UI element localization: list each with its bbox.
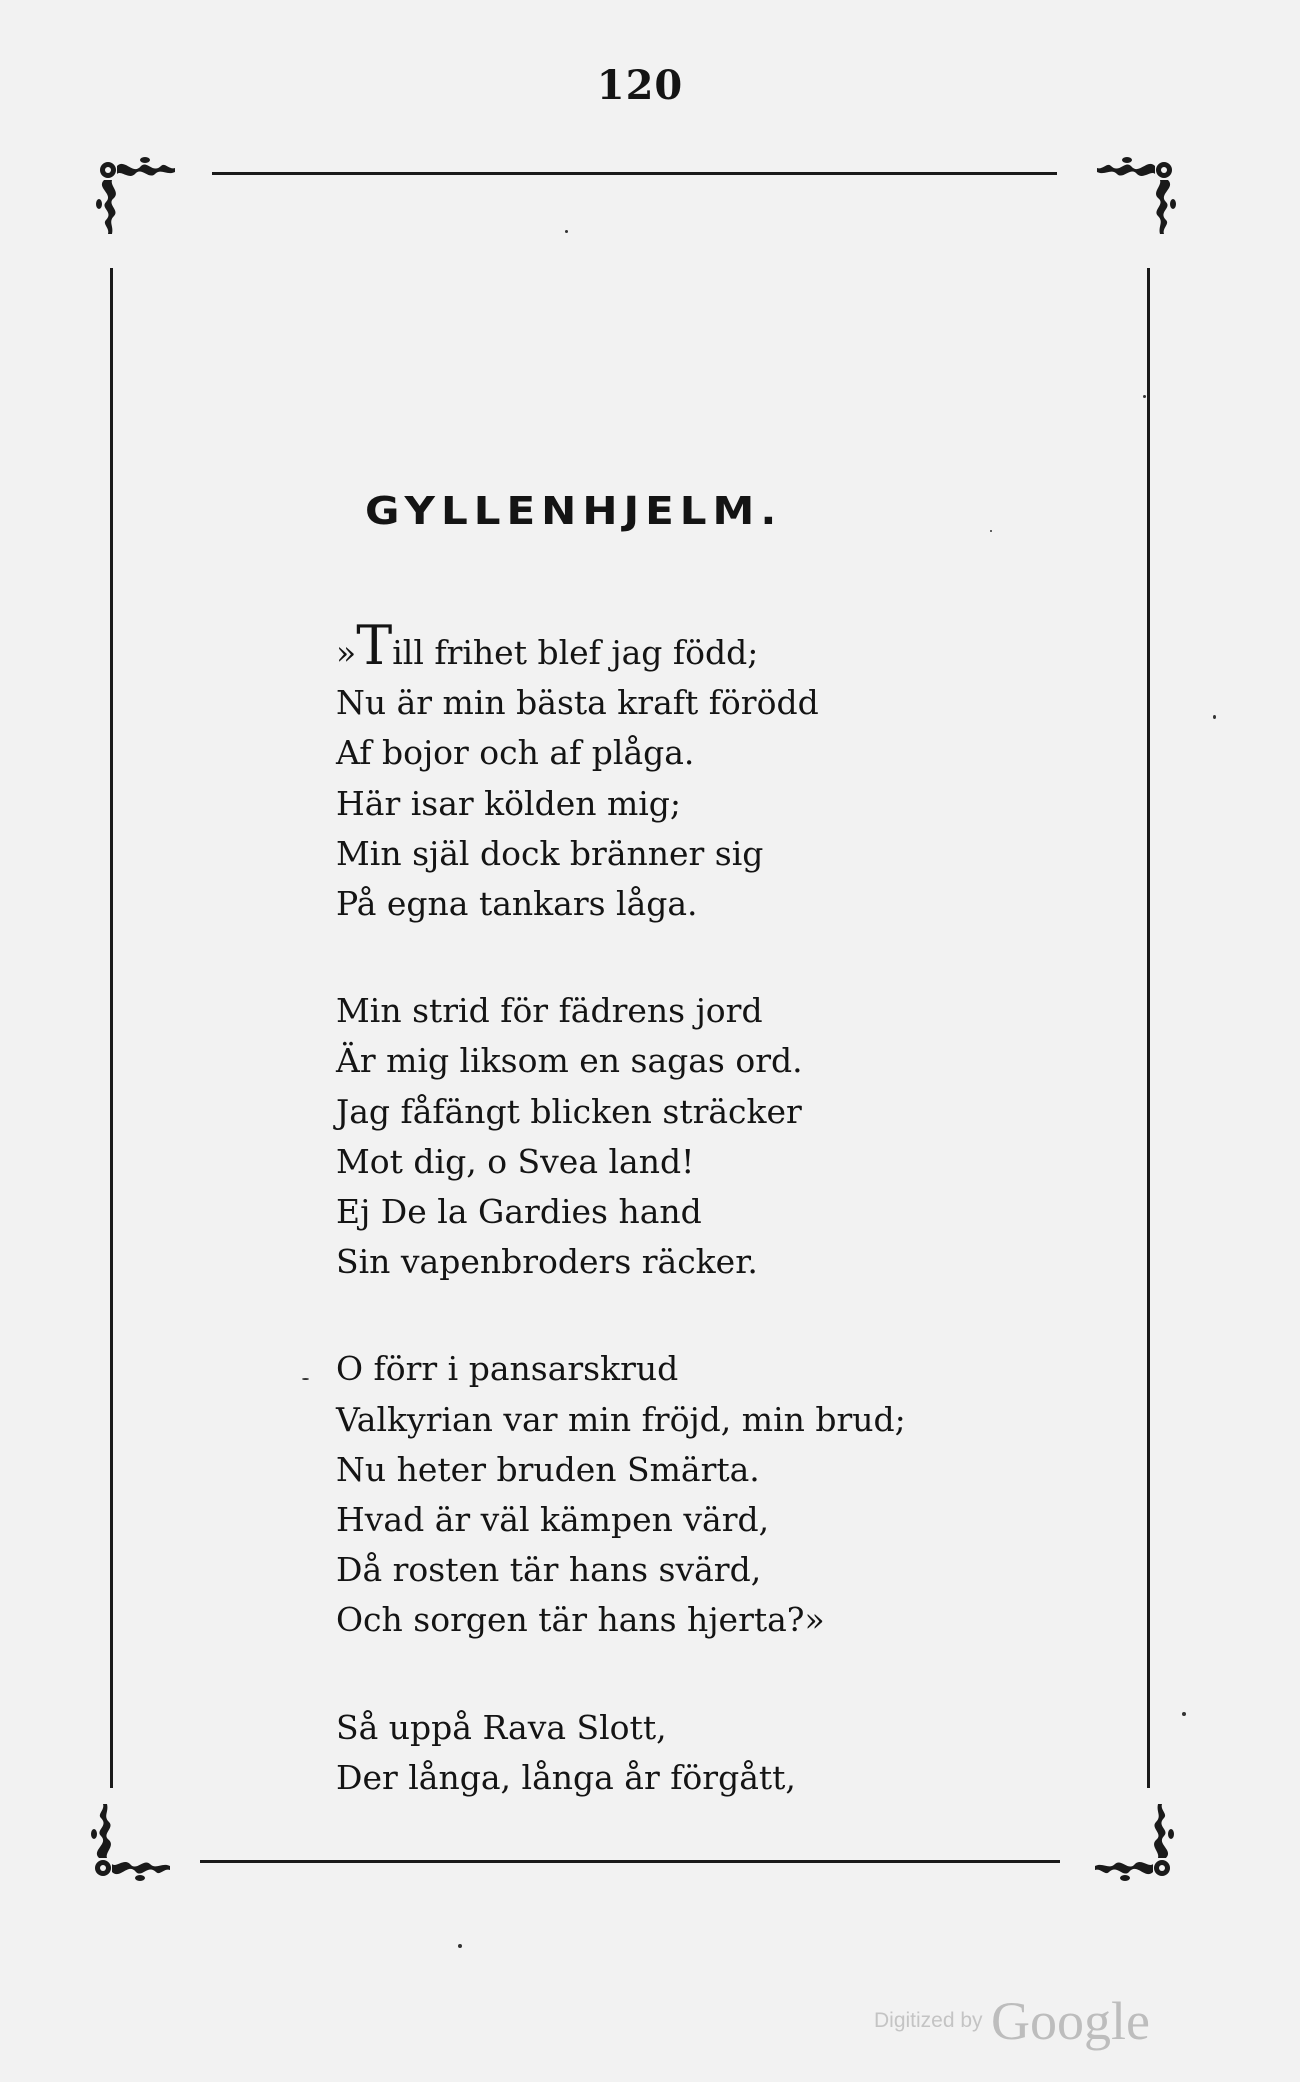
poem-line: Valkyrian var min fröjd, min brud; bbox=[336, 1399, 906, 1439]
poem-line: Der långa, långa år förgått, bbox=[336, 1757, 796, 1797]
stanza bbox=[336, 1344, 1036, 1645]
stanza bbox=[336, 614, 1036, 929]
scan-speck bbox=[1182, 1712, 1186, 1716]
poem-line: O förr i pansarskrud bbox=[336, 1349, 679, 1389]
poem-line: Min själ dock bränner sig bbox=[336, 833, 764, 873]
poem-line: Af bojor och af plåga. bbox=[336, 733, 695, 773]
dropcap: T bbox=[356, 614, 393, 677]
poem-line: Hvad är väl kämpen värd, bbox=[336, 1500, 770, 1540]
poem-line: Är mig liksom en sagas ord. bbox=[336, 1041, 803, 1081]
scan-speck bbox=[458, 1944, 462, 1948]
page-number: 120 bbox=[596, 62, 684, 109]
frame-bottom-line bbox=[200, 1860, 1060, 1863]
scan-speck bbox=[1143, 395, 1146, 398]
frame-right-line bbox=[1147, 268, 1150, 1788]
stanza bbox=[336, 986, 1036, 1287]
floral-corner-icon bbox=[95, 152, 205, 262]
poem-line: Mot dig, o Svea land! bbox=[336, 1141, 695, 1181]
poem-title: GYLLENHJELM. bbox=[365, 488, 783, 534]
poem-line: Och sorgen tär hans hjerta?» bbox=[336, 1600, 825, 1640]
scan-speck bbox=[565, 230, 568, 233]
poem-line: Då rosten tär hans svärd, bbox=[336, 1550, 762, 1590]
poem-line: Nu är min bästa kraft förödd bbox=[336, 683, 819, 723]
watermark-prefix: Digitized by bbox=[874, 2009, 983, 2032]
frame-left-line bbox=[110, 268, 113, 1788]
google-logo: Google bbox=[991, 1991, 1150, 2051]
poem-line: »Till frihet blef jag född; bbox=[336, 614, 759, 677]
poem-line: Nu heter bruden Smärta. bbox=[336, 1449, 760, 1489]
floral-corner-icon bbox=[90, 1776, 200, 1886]
poem-line: Här isar kölden mig; bbox=[336, 783, 682, 823]
stanza bbox=[336, 1703, 1036, 1803]
floral-corner-icon bbox=[1065, 1776, 1175, 1886]
poem-line: Jag fåfängt blicken sträcker bbox=[336, 1091, 802, 1131]
poem-line: Sin vapenbroders räcker. bbox=[336, 1242, 758, 1282]
poem-line: På egna tankars låga. bbox=[336, 884, 698, 924]
frame-top-line bbox=[212, 172, 1057, 175]
poem-line: Ej De la Gardies hand bbox=[336, 1192, 702, 1232]
poem-line: Min strid för fädrens jord bbox=[336, 991, 763, 1031]
digitized-watermark bbox=[874, 1990, 1150, 2052]
scan-speck bbox=[1213, 715, 1216, 719]
scan-speck bbox=[302, 1378, 309, 1380]
poem-line: Så uppå Rava Slott, bbox=[336, 1707, 667, 1747]
floral-corner-icon bbox=[1067, 152, 1177, 262]
scan-speck bbox=[990, 530, 992, 532]
opening-quote: » bbox=[336, 633, 357, 672]
poem-body bbox=[336, 614, 1036, 1860]
